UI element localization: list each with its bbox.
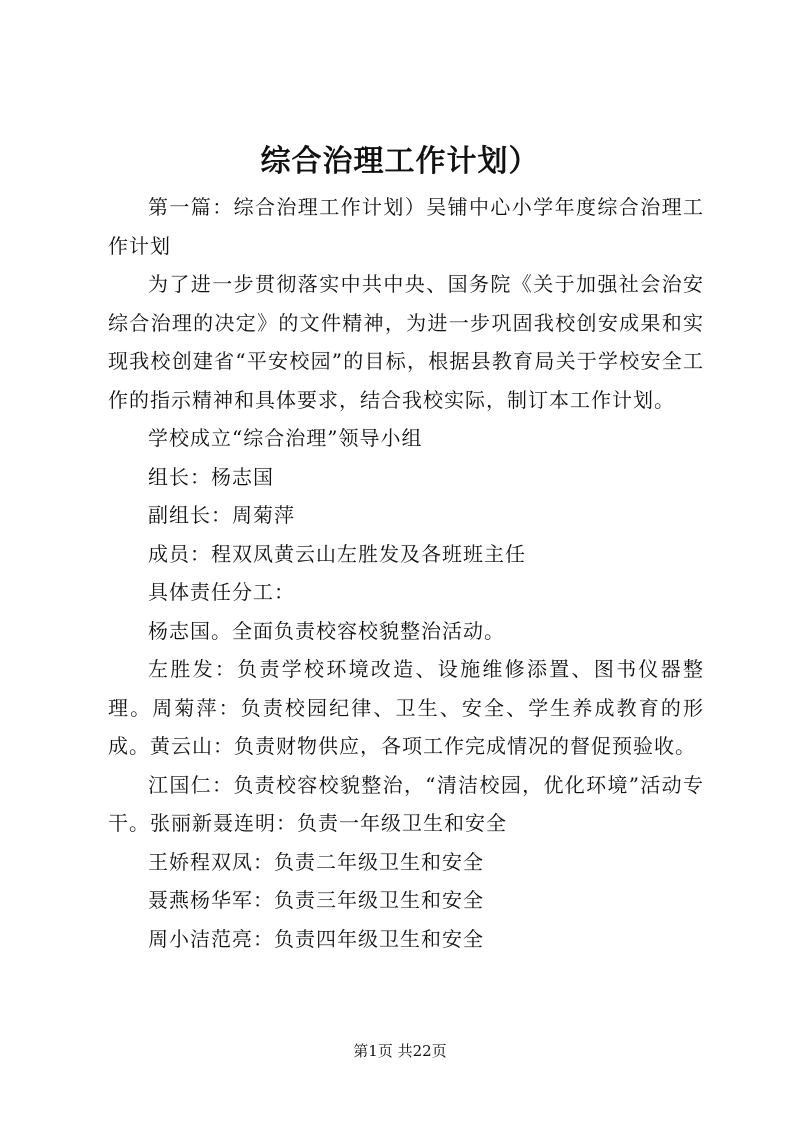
page-number-footer: 第1页 共22页 xyxy=(353,1042,447,1060)
paragraph-2: 为了进一步贯彻落实中共中央、国务院《关于加强社会治安综合治理的决定》的文件精神，为进一步巩固我校创安成果和实现我校创建省“平安校园”的目标，根据县教育局关于学校安全工作的指示精神和具体要求，结合我校实际，制订本工作计划。 xyxy=(108,272,704,412)
paragraph-1: 第一篇：综合治理工作计划）吴铺中心小学年度综合治理工作计划 xyxy=(108,195,704,258)
paragraph-12: 聂燕杨华军：负责三年级卫生和安全 xyxy=(148,888,484,912)
paragraph-8: 杨志国。全面负责校容校貌整治活动。 xyxy=(148,618,505,643)
paragraph-10: 江国仁：负责校容校貌整治，“清洁校园，优化环境”活动专干。张丽新聂连明：负责一年级卫生和安全 xyxy=(108,772,704,835)
document-body xyxy=(108,188,704,958)
paragraph-4: 组长：杨志国 xyxy=(148,464,274,489)
paragraph-3: 学校成立“综合治理”领导小组 xyxy=(148,426,423,450)
paragraph-11: 王娇程双凤：负责二年级卫生和安全 xyxy=(148,849,484,874)
paragraph-5: 副组长：周菊萍 xyxy=(148,503,295,527)
paragraph-9: 左胜发：负责学校环境改造、设施维修添置、图书仪器整理。周菊萍：负责校园纪律、卫生、安全、学生养成教育的形成。黄云山：负责财物供应，各项工作完成情况的督促预验收。 xyxy=(108,657,704,758)
paragraph-7: 具体责任分工： xyxy=(148,580,295,604)
document-title: 综合治理工作计划） xyxy=(260,144,540,179)
paragraph-6: 成员：程双凤黄云山左胜发及各班班主任 xyxy=(148,541,526,566)
paragraph-13: 周小洁范亮：负责四年级卫生和安全 xyxy=(148,926,484,951)
